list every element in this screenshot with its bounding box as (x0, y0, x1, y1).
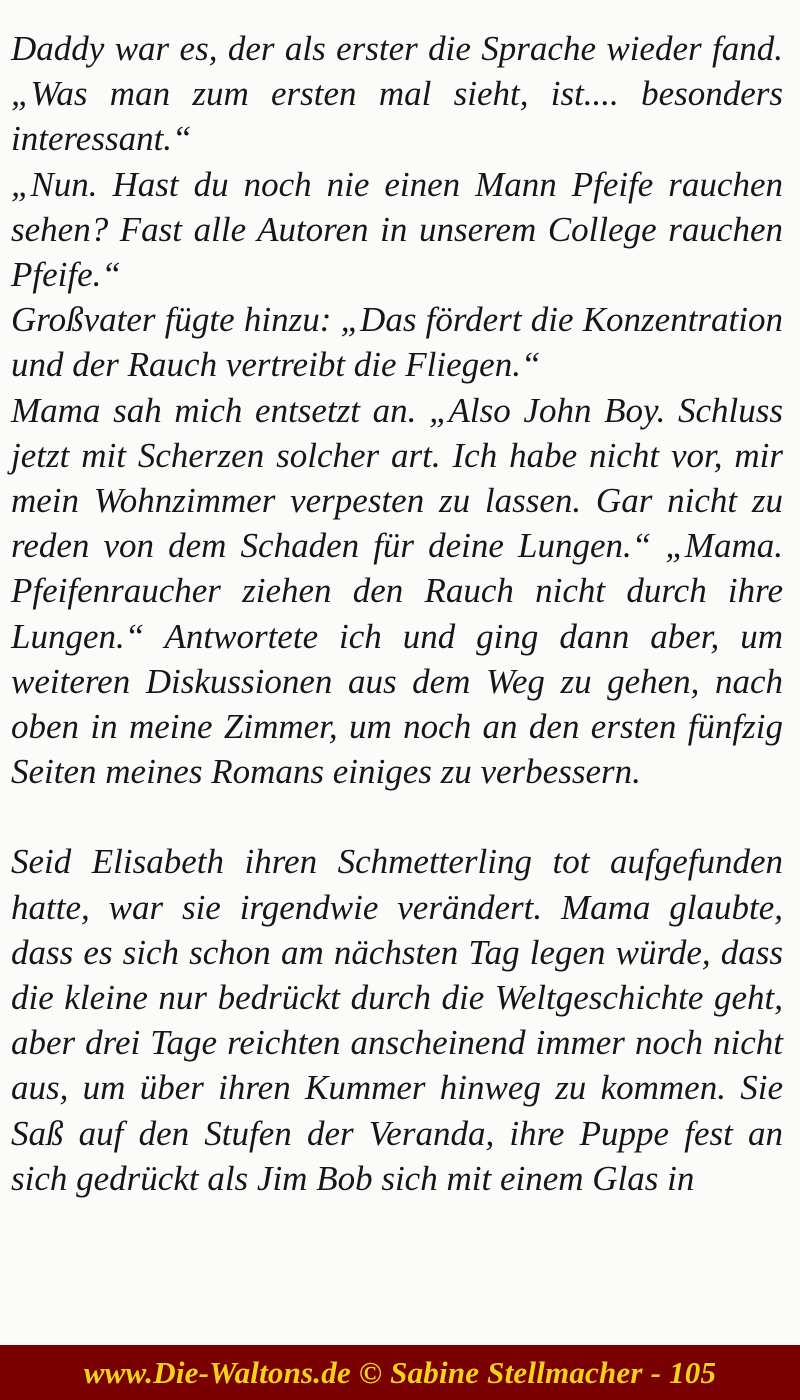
footer-banner (0, 1345, 800, 1400)
page-text (11, 26, 783, 1201)
paragraph-pfeife: „Nun. Hast du noch nie einen Mann Pfeife rauchen sehen? Fast alle Autoren in unserem College rauchen Pfeife.“ (11, 164, 783, 295)
footer-copyright: www.Die-Waltons.de © Sabine Stellmacher - 105 (83, 1354, 717, 1390)
paragraph-mama: Mama sah mich entsetzt an. „Also John Boy. Schluss jetzt mit Scherzen solcher art. Ich habe nicht vor, mir mein Wohnzimmer verpesten zu lassen. Gar nicht zu reden von dem Schaden für deine Lungen.“ „Mama. Pfeifenraucher ziehen den Rauch nicht durch ihre Lungen.“ Antwortete ich und ging dann aber, um weiteren Diskussionen aus dem Weg zu gehen, nach oben in meine Zimmer, um noch an den ersten fünfzig Seiten meines Romans einiges zu verbessern. (11, 390, 783, 792)
paragraph-daddy: Daddy war es, der als erster die Sprache wieder fand. „Was man zum ersten mal sieht, ist.... besonders interessant.“ (11, 29, 783, 159)
paragraph-elisabeth: Seid Elisabeth ihren Schmetterling tot aufgefunden hatte, war sie irgendwie verändert. Mama glaubte, dass es sich schon am nächsten Tag legen würde, dass die kleine nur bedrückt durch die Weltgeschichte geht, aber drei Tage reichten anscheinend immer noch nicht aus, um über ihren Kummer hinweg zu kommen. Sie Saß auf den Stufen der Veranda, ihre Puppe fest an sich gedrückt als Jim Bob sich mit einem Glas in (11, 842, 783, 1198)
paragraph-grossvater: Großvater fügte hinzu: „Das fördert die Konzentration und der Rauch vertreibt die Fliegen.“ (11, 300, 783, 385)
